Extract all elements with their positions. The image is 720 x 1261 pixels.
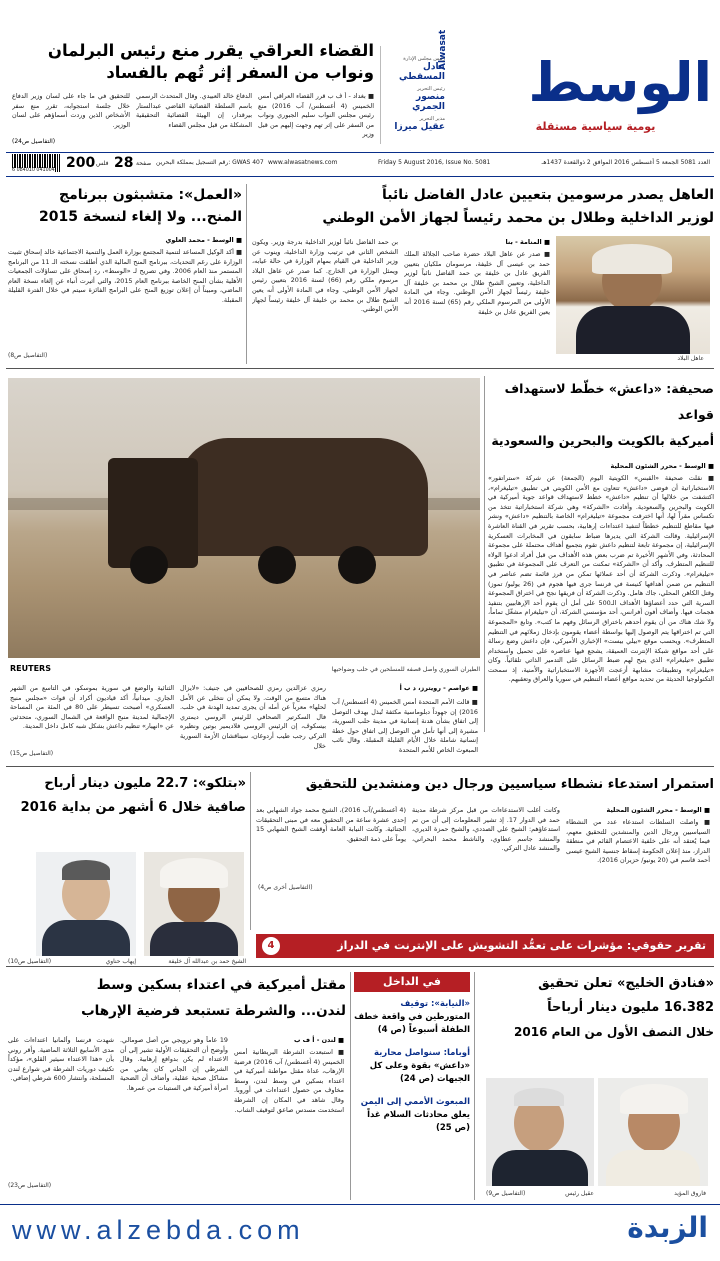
batelco-photo-1 xyxy=(144,852,244,956)
london-col-3: شهدت فرنسا وألمانيا اعتداءات على مدى الأسابيع الثلاثة الماضية. وأقر روني بأن «هذا الاعتداء سيثير القلق»، مؤكداً تكثيف دوريات الشرطة في شوارع لندن المسلحة، وانتشار 600 شرطي إضافي. xyxy=(8,1036,114,1083)
hotels-more[interactable]: (التفاصيل ص9) xyxy=(486,1190,526,1197)
hotels-story xyxy=(478,972,714,1080)
king-story-headline-2: لوزير الداخلية وطلال بن محمد رئيساً لجهاز الأمن الوطني xyxy=(322,210,714,226)
chairman-label: رئيس مجلس الإدارة xyxy=(403,56,445,62)
page-count: 28 xyxy=(114,155,134,171)
london-col-2: 19 عاماً وهو نرويجي من أصل صومالي. وأوضح أن التحقيقات الأولية تشير إلى أن الاعتداء لم يكن بدوافع إرهابية. وقال الشرطي إن الجاني كان يعاني من مشاكل صحية عقلية، وأضاف أن الضحية امرأة أميركية في الستينات من عمرها. xyxy=(120,1036,228,1092)
rights-banner-page: 4 xyxy=(262,937,280,955)
hotels-headline-1: «فنادق الخليج» تعلن تحقيق xyxy=(538,976,714,991)
rights-banner-text: تقرير حقوقي: مؤشرات على تعمُّد التشويش على الإنترنت في الدراز xyxy=(337,939,706,952)
price-label: فلس xyxy=(96,160,109,167)
top-story-headline-2: ونواب من السفر إثر تُهم بالفساد xyxy=(106,63,374,82)
inside-item-3-lead: المبعوث الأممي إلى اليمن xyxy=(360,1097,470,1107)
summons-byline: ■ الوسط - محرر الشئون المحلية xyxy=(606,806,710,814)
footer-url[interactable]: www.alzebda.com xyxy=(12,1215,305,1245)
hotels-headline-2: 16.382 مليون دينار أرباحاً xyxy=(547,1000,714,1015)
hotels-photo-1 xyxy=(598,1078,708,1186)
inside-item-3[interactable] xyxy=(354,1096,470,1135)
london-col-1: ■ استبعدت الشرطة البريطانية أمس الخميس (4 أغسطس/ آب 2016) فرضية الإرهاب، غداة مقتل مواطنة أميركية في اعتداء بسكين في وسط لندن، وسط مخاوف من حصول اعتداءات في أوروبا. وقال شاهد في المكان إن الشرطة استخدمت مسدس صاعق لتوقيف الشاب. xyxy=(234,1048,344,1114)
hotels-caption-1: فاروق المؤيد xyxy=(674,1190,706,1197)
top-story xyxy=(12,40,374,150)
top-story-col-1: ■ بغداد - أ ف ب قرر القضاء العراقي أمس الخميس (4 أغسطس/ آب 2016) منع رئيس مجلس النواب سليم الجبوري ونواب من السفر على إثر تهم وجهت إليهم من قبل وزير xyxy=(258,92,374,139)
inside-title: في الداخل xyxy=(354,972,470,992)
isis-byline: ■ الوسط - محرر الشئون المحلية xyxy=(610,462,714,470)
syria-more[interactable]: (التفاصيل ص15) xyxy=(10,750,54,757)
top-story-headline-1: القضاء العراقي يقرر منع رئيس البرلمان xyxy=(47,41,374,60)
isis-headline-2: أميركية بالكويت والبحرين والسعودية xyxy=(491,433,714,448)
tagline: يومية سياسية مستقلة xyxy=(535,120,656,133)
syria-col-1: ■ قالت الأمم المتحدة أمس الخميس (4 أغسطس/ آب 2016) إن جهوداً دبلوماسية مكثفة تُبذل بهدف التوصل إلى اتفاق بشأن هدنة إنسانية في مدينة حلب السورية، مشيرة إلى أنها تأمل في التوصل إلى اتفاق حول خطة إنسانية شاملة خلال الأيام القليلة المقبلة. وقال نائب المبعوث الخاص للأمم المتحدة xyxy=(332,698,478,754)
labour-byline: ■ الوسط - محمد العلوي xyxy=(165,236,242,244)
page-count-label: صفحة xyxy=(136,160,152,167)
editor-label: رئيس التحرير xyxy=(417,86,445,92)
batelco-more[interactable]: (التفاصيل ص10) xyxy=(8,958,52,965)
footer xyxy=(0,1204,720,1261)
batelco-caption-2: إيهاب حناوي xyxy=(105,958,136,965)
manager-label: مدير التحرير xyxy=(419,116,445,122)
syria-col-3: الثنائية والوضع في سورية بموسكو، في التاسع من الشهر الجاري. ميدانياً، أكد قياديون أكراد أن قوات «مجلس منبج العسكري» أصبحت تسيطر على 80 في المئة من المساحة الإجمالية لمدينة منبج الواقعة في الشمال السوري، متحدثين عن «انهيار» تنظيم داعش بشكل شبه كامل داخل المدينة. xyxy=(10,684,174,731)
inside-item-3-text: يعلق محادثات السلام غداً (ص 25) xyxy=(367,1110,470,1133)
batelco-headline-2: صافية خلال 6 أشهر من بداية 2016 xyxy=(20,800,246,815)
truck-photo-caption: الطيران السوري واصل قصفه للمسلحين في حلب وضواحيها xyxy=(331,666,480,673)
footer-brand: الزبدة xyxy=(627,1211,708,1244)
labour-more[interactable]: (التفاصيل ص8) xyxy=(8,352,48,359)
inside-item-2[interactable] xyxy=(354,1047,470,1086)
king-photo-caption: عاهل البلاد xyxy=(677,355,704,362)
london-headline-2: لندن... والشرطة تستبعد فرضية الإرهاب xyxy=(81,1003,346,1019)
summons-more[interactable]: (التفاصيل أخرى ص4) xyxy=(258,884,313,891)
labour-story xyxy=(8,184,242,364)
king-story-headline-1: العاهل يصدر مرسومين بتعيين عادل الفاضل نائباً xyxy=(382,187,714,203)
syria-col-2: رمزي عزالدين رمزي للصحافيين في جنيف: «لايزال هناك متسع من الوقت. ولا يمكن أن نتخلى عن الأمل لحلها» معرباً عن أمله أن يجرى تمديد الهدنة في حلب. فال السكرتير الصحافي للرئيس الروسي ديمتري بيسكوف، إن الرئيس الروسي فلاديمير بوتين ونظيره التركي رجب طيب أردوغان، سيناقشان الأزمة السورية خلال xyxy=(180,684,326,750)
date-strip xyxy=(6,154,714,174)
hotels-photo-2 xyxy=(486,1078,594,1186)
batelco-photo-2 xyxy=(36,852,136,956)
top-story-col-3: للتحقيق في ما جاء على لسان وزير الدفاع خلال جلسة استجوابه، تقرر منع سفر الأشخاص الذين وردت أسماؤهم على لسان الوزير. xyxy=(12,92,130,129)
website[interactable]: www.alwasatnews.com xyxy=(268,159,338,166)
inside-item-2-text: «داعش» بقوة وعلى كل الجبهات (ص 24) xyxy=(369,1061,470,1084)
registration: رقم التسجيل بمملكة البحرين: GWAS 407 xyxy=(156,159,264,166)
masthead xyxy=(0,0,720,173)
photo-credit: REUTERS xyxy=(10,664,51,673)
london-byline: ■ لندن - أ ف ب xyxy=(293,1036,344,1044)
inside-item-1[interactable] xyxy=(354,998,470,1037)
hotels-caption-2: عقيل رئيس xyxy=(565,1190,594,1197)
logo-text: الوسط xyxy=(528,51,712,114)
king-photo xyxy=(556,236,710,354)
summons-col-1: ■ واصلت السلطات استدعاء عدد من النشطاء السياسيين ورجال الدين والمنشدين للتحقيق معهم، فيما يُعتقد أنه على خلفية الاعتصام القائم في منطقة الدراز، منذ إعلان الحكومة إسقاط جنسية الشيخ عيسى أحمد قاسم في (20 يونيو/ حزيران 2016). xyxy=(566,818,710,865)
labour-body: ■ أكد الوكيل المساعد لتنمية المجتمع بوزارة العمل والتنمية الاجتماعية خالد إسحاق تثبيت الوزارة على رغم التحديات، ببرنامج المنح المالية الذي أطلقت نسخته الـ 11 من البرنامج المستمر منذ العام 2006. وفي تصريح لـ «الوسط»، رد إسحاق على تساؤلات الجمعيات الأهلية بشأن المنح الخاصة ببرنامج العام 2015، والتي أثيرت أنباء عن إلغاء نسخة العام الماضي، ومبيناً أن إعلان توزيع المنح على البرامج الفائزة سيتم في خلال الفترة القليلة المقبلة. xyxy=(8,248,242,304)
batelco-caption-1: الشيخ حمد بن عبدالله آل خليفة xyxy=(168,958,246,965)
dateline-en: Friday 5 August 2016, Issue No. 5081 xyxy=(378,159,491,166)
king-story-col-1: ■ صدر عن عاهل البلاد حضرة صاحب الجلالة الملك حمد بن عيسى آل خليفة، مرسومان ملكيان بتعيين الفريق عادل بن خليفة بن حمد الفاضل نائباً لوزير الداخلية، وتعيين الشيخ طلال بن محمد بن خليفة آل خليفة رئيساً لجهاز الأمن الوطني. وجاء في المادة الأولى من المرسوم الملكي رقم (65) لسنة 2016 أنه يعين الفريق عادل بن خليفة xyxy=(404,250,550,316)
hotels-headline-3: خلال النصف الأول من العام 2016 xyxy=(514,1025,714,1039)
isis-headline-1: صحيفة: «داعش» خطّط لاستهداف قواعد xyxy=(504,381,714,422)
top-story-more[interactable]: (التفاصيل ص24) xyxy=(12,138,56,145)
london-story xyxy=(8,972,346,1032)
summons-headline: استمرار استدعاء نشطاء سياسيين ورجال دين ومنشدين للتحقيق xyxy=(305,777,714,792)
inside-item-1-lead: «النيابة»: توقيف xyxy=(400,999,470,1009)
king-story-col-2: بن حمد الفاضل نائباً لوزير الداخلية بدرجة وزير. ويكون الشخص الثاني في ترتيب وزارة الداخلية، وينوب عن وزير الداخلية في القيام بمهام الوزارة في حالة غيابه، ويمثل الوزارة في الخارج. كما صدر عن عاهل البلاد مرسوم ملكي رقم (66) لسنة 2016 بتعيين رئيس لجهاز الأمن الوطني. وجاء في المادة الأولى أنه يعين الشيخ طلال بن محمد بن خليفة آل خليفة رئيساً لجهاز الأمن الوطني. xyxy=(252,238,398,314)
inside-box xyxy=(354,972,470,1200)
summons-col-3: (4 أغسطس/آب 2016)، الشيخ محمد جواد الشهابي بعد إحدى عشرة ساعة من التحقيق معه في مبنى التحقيقات الجنائية. وكانت النيابة العامة أوقفت الشيخ الشهابي 15 يوماً على ذمة التحقيق. xyxy=(256,806,406,843)
batelco-headline-1: «بتلكو»: 22.7 مليون دينار أرباح xyxy=(44,776,246,791)
truck-photo xyxy=(8,378,480,658)
rights-banner xyxy=(256,934,714,958)
syria-byline: ■ عواصم - رويترز، د ب أ xyxy=(399,684,478,692)
inside-item-2-lead: أوباما: سنواصل محاربة xyxy=(373,1048,470,1058)
price: 200 xyxy=(66,155,96,171)
chairman-name: عادل المسقطي xyxy=(398,62,445,82)
top-story-col-2: الدفاع خالد العبيدي. وقال المتحدث الرسمي باسم السلطة القضائية القاضي عبدالستار بيرقدار، إن الهيئة القضائية التحقيقية المشكلة من قبل مجلس القضاء xyxy=(136,92,252,129)
labour-headline-1: «العمل»: متشبثون ببرنامج xyxy=(58,187,242,203)
barcode-digits: 6 084010 041004 xyxy=(12,168,55,173)
london-headline-1: مقتل أميركية في اعتداء بسكين وسط xyxy=(96,977,346,993)
isis-body: ■ نقلت صحيفة «القبس» الكويتية اليوم (الجمعة) عن شركة «ستراتفور» الاستخباراتية أن فوضى «داعش» تتعاون مع الأمن الكويتي في تطبيق «تيليغرام»، اكتشفت من خلالها أن تنظيم «داعش» خطط لاستهداف قواعد جوية أميركية في الكويت والبحرين والسعودية. وأفادت «الشركة» وهي شركة استخباراتية تتخذ من تكساس مقراً لها، أنها اخترقت مجموعة «تيليغرام» الخاصة بالتنظيم «داعش» ونشر فيها مقاطع للتنظيم خططاً لتنفيذ اعتداءات إرهابية، بحسب تقرير في القناة العاشرة الإسرائيلية. وقالت الشركة التي يديرها ضباط سابقون في المخابرات العسكرية الإسرائيلية، إن مجموعة تابعة لتنظيم داعش تقوم بتجميع أهداف محتملة على مجموعة المحادثة، وفي الأشهر الأخيرة تم ضرب بعض هذه الأهداف من قبل أفراد ادعوا الولاء للتنظيم المتطرف. وأكد أن «الشركة» تمكنت من التعرف على المجموعة في تطبيق «تيليغرام». وذكرت الشركة أن أحد عملائها تمكن من فرز قائمة تضم عناصر في التنظيم من ضمن أهدافها كنيسة في فرنسا جرى فيها هجوم في (26 يوليو/ تموز) وقتل الكاهن المحلي، جاك هامل. وذكرت الشركة أن فريقها نجح في اختراق المجموعة السرية التي حدد أعضاؤها الأهداف الـ500 على أمل أن يقوم أحد الإرهابيين بتنفيذ هجمات فيها. وأضاف أفون أفرانس، أحد مؤسسي الشركة، أن «تيليغرام مشغّل تماماً، ولا شك هناك من أن يقوم أحدهم باختراق الرسائل وفهم ما كتب». وتابع «المجموعة التي تم اختراقها يتم الوصول إليها بواسطة أعضاء يقومون بإدخال زملائهم في التنظيم المتطرف». ويحسب موقع «بيلي بيست» الإخباري الأميركي، فإن داعش وضع رسالة على أحد مواقع شبكة الإنترنت العميقة، يشجع فيها عناصره على تحميل واستخدام تطبيق «تيليغرام» الذي يتيح لهم ضبط الرسائل على التدمير الذاتي تلقائياً. وكان «تيليغرام» وتطبيقات مشابهة أزعجت الأجهزة الاستخباراتية والأمنية، إذ سمحت التكنولوجيا الحديثة من تحديد مواقع أعضاء التنظيم في سوريا والعراق وتعقبهم. xyxy=(488,474,714,684)
dateline-ar: العدد 5081 الجمعة 5 أغسطس 2016 الموافق 2 ذوالقعدة 1437هـ xyxy=(541,159,710,166)
batelco-story xyxy=(8,772,246,852)
london-more[interactable]: (التفاصيل ص23) xyxy=(8,1182,52,1189)
logo xyxy=(482,52,712,122)
summons-col-2: وكانت أغلب الاستدعاءات من قبل مركز شرطة مدينة حمد في الدوار 17. إذ تشير المعلومات إلى أن من تم استدعاؤهم: الشيخ علي الصددي، والشيخ حمزة الديري، والمنشد جاسم عطاوي، والناشط محمد البحراني، والمنشد عادل التركي. xyxy=(412,806,560,853)
isis-story xyxy=(488,376,714,732)
logo-en: Alwasat xyxy=(438,29,448,70)
editor-name: منصور الجمري xyxy=(412,92,445,112)
inside-item-1-text: المتورطين في واقعة خطف الطفلة أسبوعاً (ص 4) xyxy=(354,1012,470,1035)
king-story-byline: ■ المنامة - بنا xyxy=(505,238,550,246)
manager-name: عقيل ميرزا xyxy=(394,122,445,132)
editors-block xyxy=(385,56,445,132)
labour-headline-2: المنح... ولا إلغاء لنسخة 2015 xyxy=(39,209,242,225)
